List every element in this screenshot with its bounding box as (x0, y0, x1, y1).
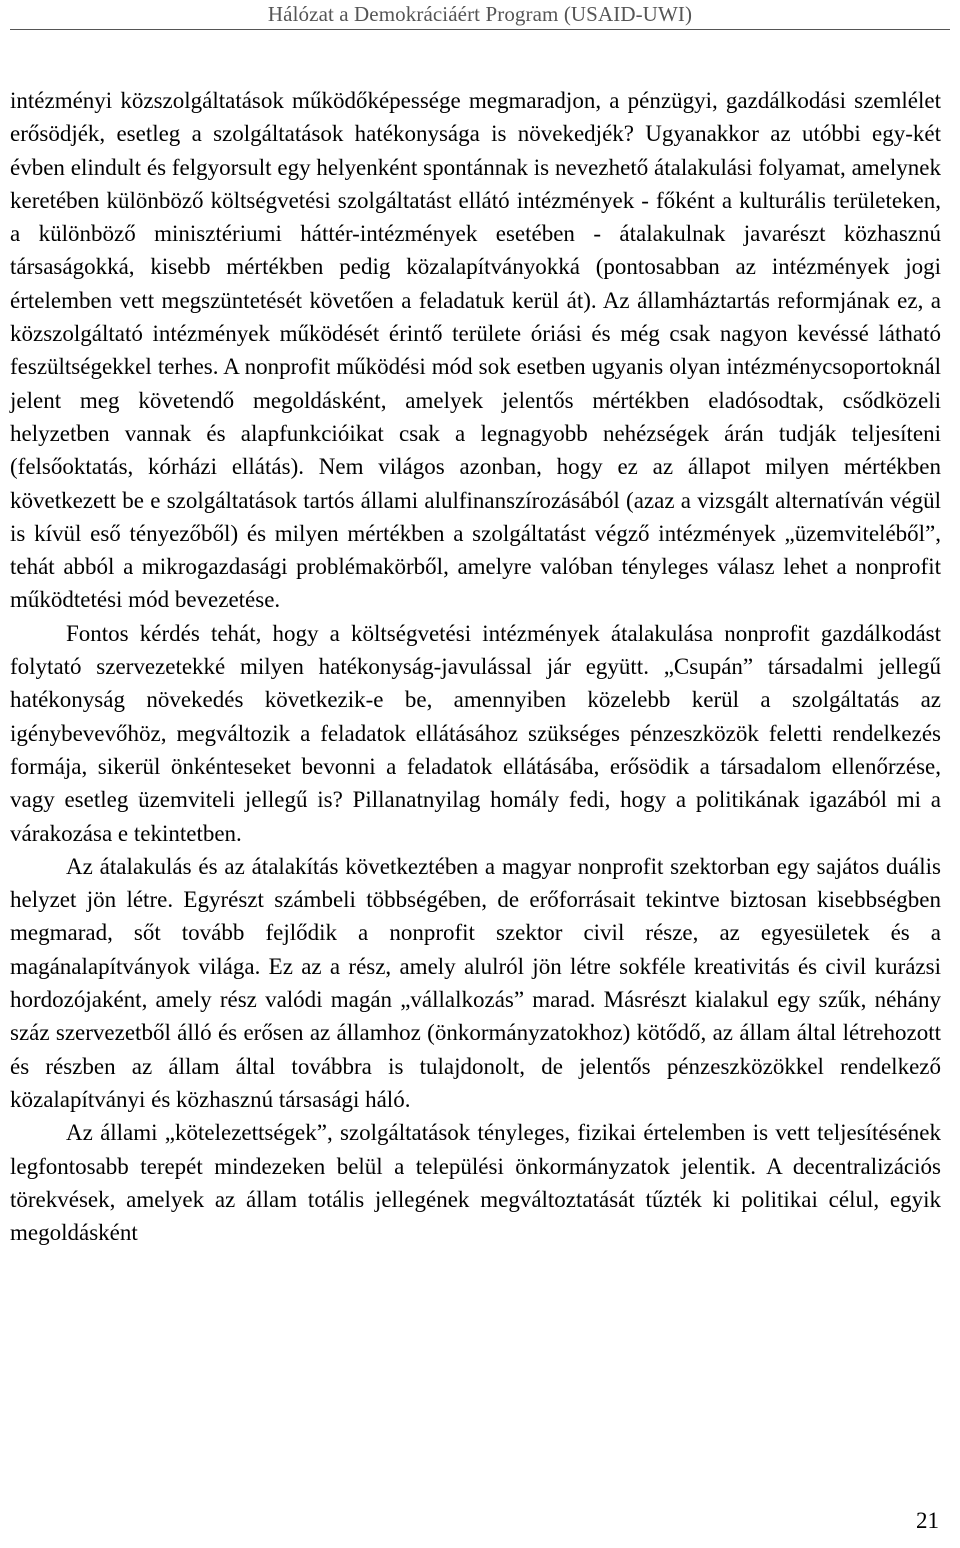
page-number: 21 (916, 1508, 939, 1533)
document-body (10, 84, 941, 1249)
header-title: Hálózat a Demokráciáért Program (USAID-UWI) (267, 2, 693, 26)
header-divider (10, 29, 950, 30)
paragraph-1: intézményi közszolgáltatások működőképessége megmaradjon, a pénzügyi, gazdálkodási szemlélet erősödjék, esetleg a szolgáltatások hatékonysága is növekedjék? Ugyanakkor az utóbbi egy-két évben elindult és felgyorsult egy helyenként spontánnak is nevezhető átalakulási folyamat, amelynek keretében különböző költségvetési szolgáltatást ellátó intézmények - főként a kulturális területeken, a különböző minisztériumi háttér-intézmények esetében - átalakulnak javarészt közhasznú társaságokká, kisebb mértékben pedig közalapítványokká (pontosabban az intézmények jogi értelemben vett megszüntetését követően a feladatuk kerül át). Az államháztartás reformjának ez, a közszolgáltató intézmények működését érintő területe óriási és még csak nagyon kevéssé látható feszültségekkel terhes. A nonprofit működési mód sok esetben ugyanis olyan intézménycsoportoknál jelent meg követendő megoldásként, amelyek jelentős mértékben eladósodtak, csődközeli helyzetben vannak és alapfunkcióikat csak a legnagyobb nehézségek árán tudják teljesíteni (felsőoktatás, kórházi ellátás). Nem világos azonban, hogy ez az állapot milyen mértékben következett be e szolgáltatások tartós állami alulfinanszírozásából (azaz a vizsgált alternatíván végül is kívül eső tényezőből) és milyen mértékben a szolgáltatást végző intézmények „üzemviteléből”, tehát abból a mikrogazdasági problémakörből, amelyre valóban tényleges válasz lehet a nonprofit működtetési mód bevezetése. (10, 88, 941, 613)
paragraph-3: Az átalakulás és az átalakítás következtében a magyar nonprofit szektorban egy sajátos duális helyzet jön létre. Egyrészt számbeli többségében, de erőforrásait tekintve biztosan kisebbségben megmarad, sőt tovább fejlődik a nonprofit szektor civil része, az egyesületek és a magánalapítványok világa. Ez az a rész, amely alulról jön létre sokféle kreativitás és civil kurázsi hordozójaként, amely rész valódi magán „vállalkozás” marad. Másrészt kialakul egy szűk, néhány száz szervezetből álló és erősen az államhoz (önkormányzatokhoz) kötődő, az állam által létrehozott és részben az állam által továbbra is tulajdonolt, de jelentős pénzeszközökkel rendelkező közalapítványi és közhasznú társasági háló. (10, 853, 941, 1112)
running-header (0, 0, 960, 50)
paragraph-4: Az állami „kötelezettségek”, szolgáltatások tényleges, fizikai értelemben is vett teljesítésének legfontosabb terepét mindezeken belül a települési önkormányzatok jelentik. A decentralizációs törekvések, amelyek az állam totális jellegének megváltoztatását tűzték ki politikai célul, egyik megoldásként (10, 1120, 941, 1246)
paragraph-2: Fontos kérdés tehát, hogy a költségvetési intézmények átalakulása nonprofit gazdálkodást folytató szervezetekké milyen hatékonyság-javulással jár együtt. „Csupán” társadalmi jellegű hatékonyság növekedés következik-e be, amennyiben közelebb kerül a szolgáltatás az igénybevevőhöz, megváltozik a feladatok ellátásához szükséges pénzeszközök feletti rendelkezés formája, sikerül önkénteseket bevonni a feladatok ellátásába, erősödik a társadalom ellenőrzése, vagy esetleg üzemviteli jellegű is? Pillanatnyilag homály fedi, hogy a politikának igazából mi a várakozása e tekintetben. (10, 620, 941, 846)
